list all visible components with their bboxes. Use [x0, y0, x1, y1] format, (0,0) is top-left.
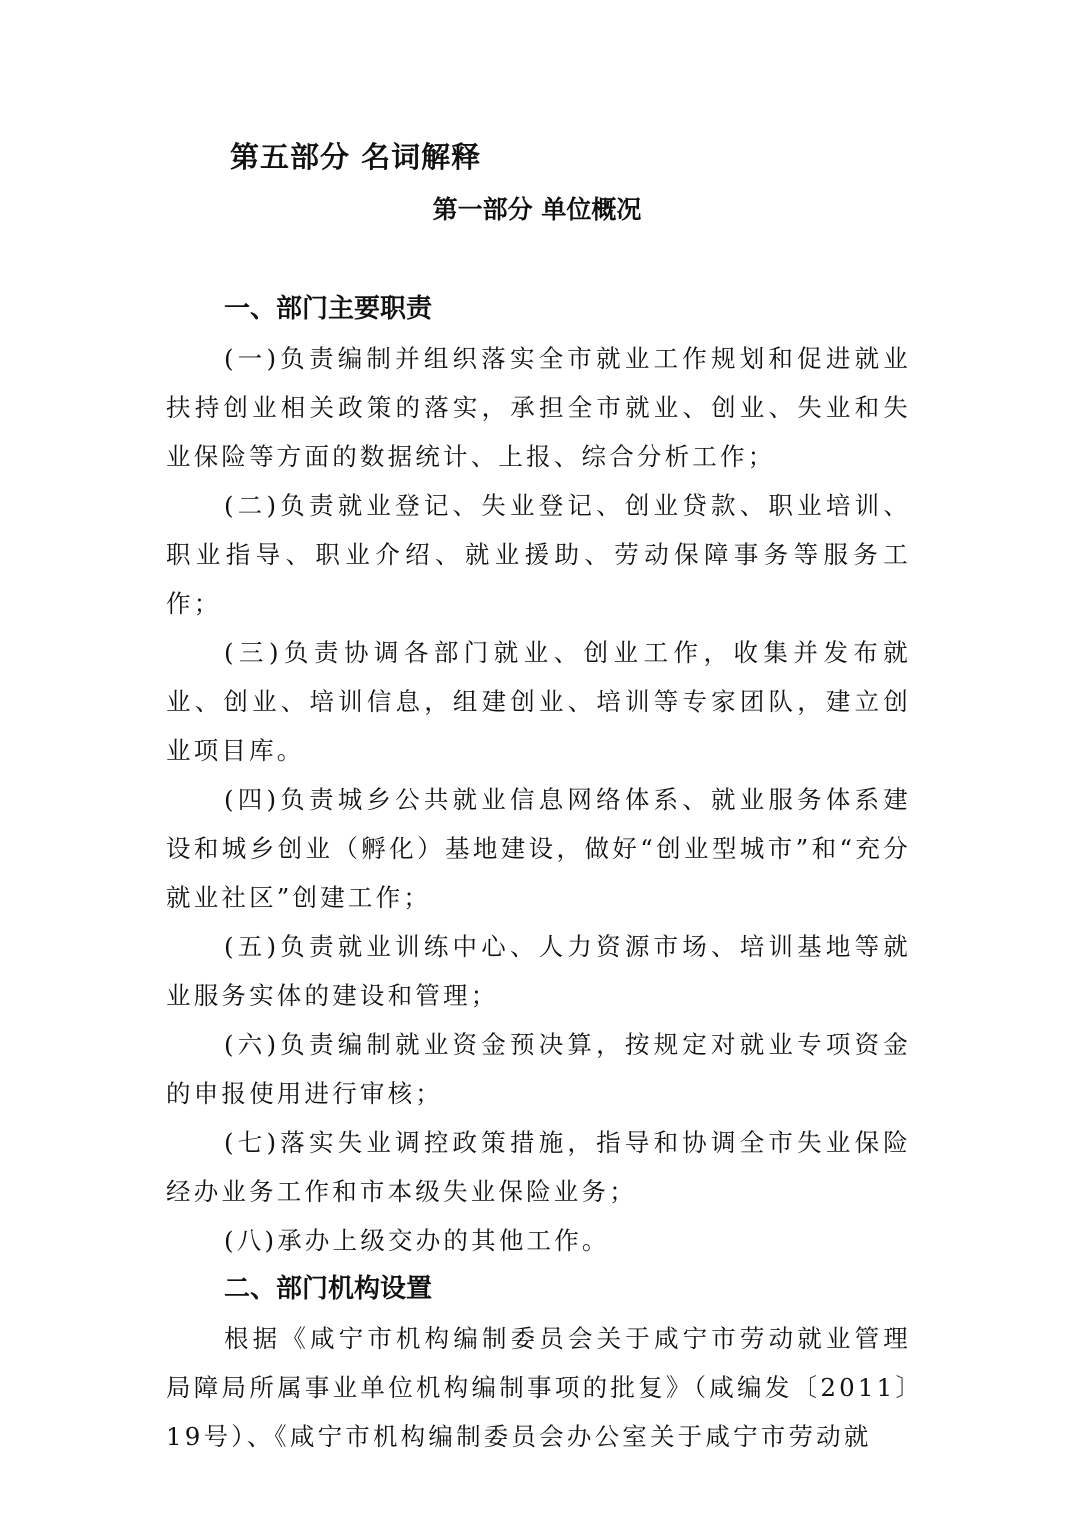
part-title: 第一部分 单位概况: [432, 195, 642, 224]
section-title: 第五部分 名词解释: [230, 140, 482, 174]
structure-paragraph: 根据《咸宁市机构编制委员会关于咸宁市劳动就业管理局障局所属事业单位机构编制事项的批复》（咸编发〔2011〕19号）、《咸宁市机构编制委员会办公室关于咸宁市劳动就: [166, 1324, 911, 1451]
document-body: [166, 285, 911, 1461]
duty-item-6: (六)负责编制就业资金预决算，按规定对就业专项资金的申报使用进行审核；: [166, 1030, 911, 1108]
duty-item-3: (三)负责协调各部门就业、创业工作，收集并发布就业、创业、培训信息，组建创业、培训等专家团队，建立创业项目库。: [166, 638, 911, 765]
duty-item-2: (二)负责就业登记、失业登记、创业贷款、职业培训、职业指导、职业介绍、就业援助、劳动保障事务等服务工作；: [166, 491, 911, 618]
duty-item-1: (一)负责编制并组织落实全市就业工作规划和促进就业扶持创业相关政策的落实，承担全市就业、创业、失业和失业保险等方面的数据统计、上报、综合分析工作；: [166, 344, 911, 471]
duty-item-5: (五)负责就业训练中心、人力资源市场、培训基地等就业服务实体的建设和管理；: [166, 932, 911, 1010]
section-heading-structure: 二、部门机构设置: [224, 1274, 433, 1304]
duty-item-4: (四)负责城乡公共就业信息网络体系、就业服务体系建设和城乡创业（孵化）基地建设，做好“创业型城市”和“充分就业社区”创建工作；: [166, 785, 911, 912]
duty-item-8: (八)承办上级交办的其他工作。: [224, 1226, 610, 1255]
duty-item-7: (七)落实失业调控政策措施，指导和协调全市失业保险经办业务工作和市本级失业保险业务；: [166, 1128, 911, 1206]
section-heading-duties: 一、部门主要职责: [224, 294, 433, 324]
